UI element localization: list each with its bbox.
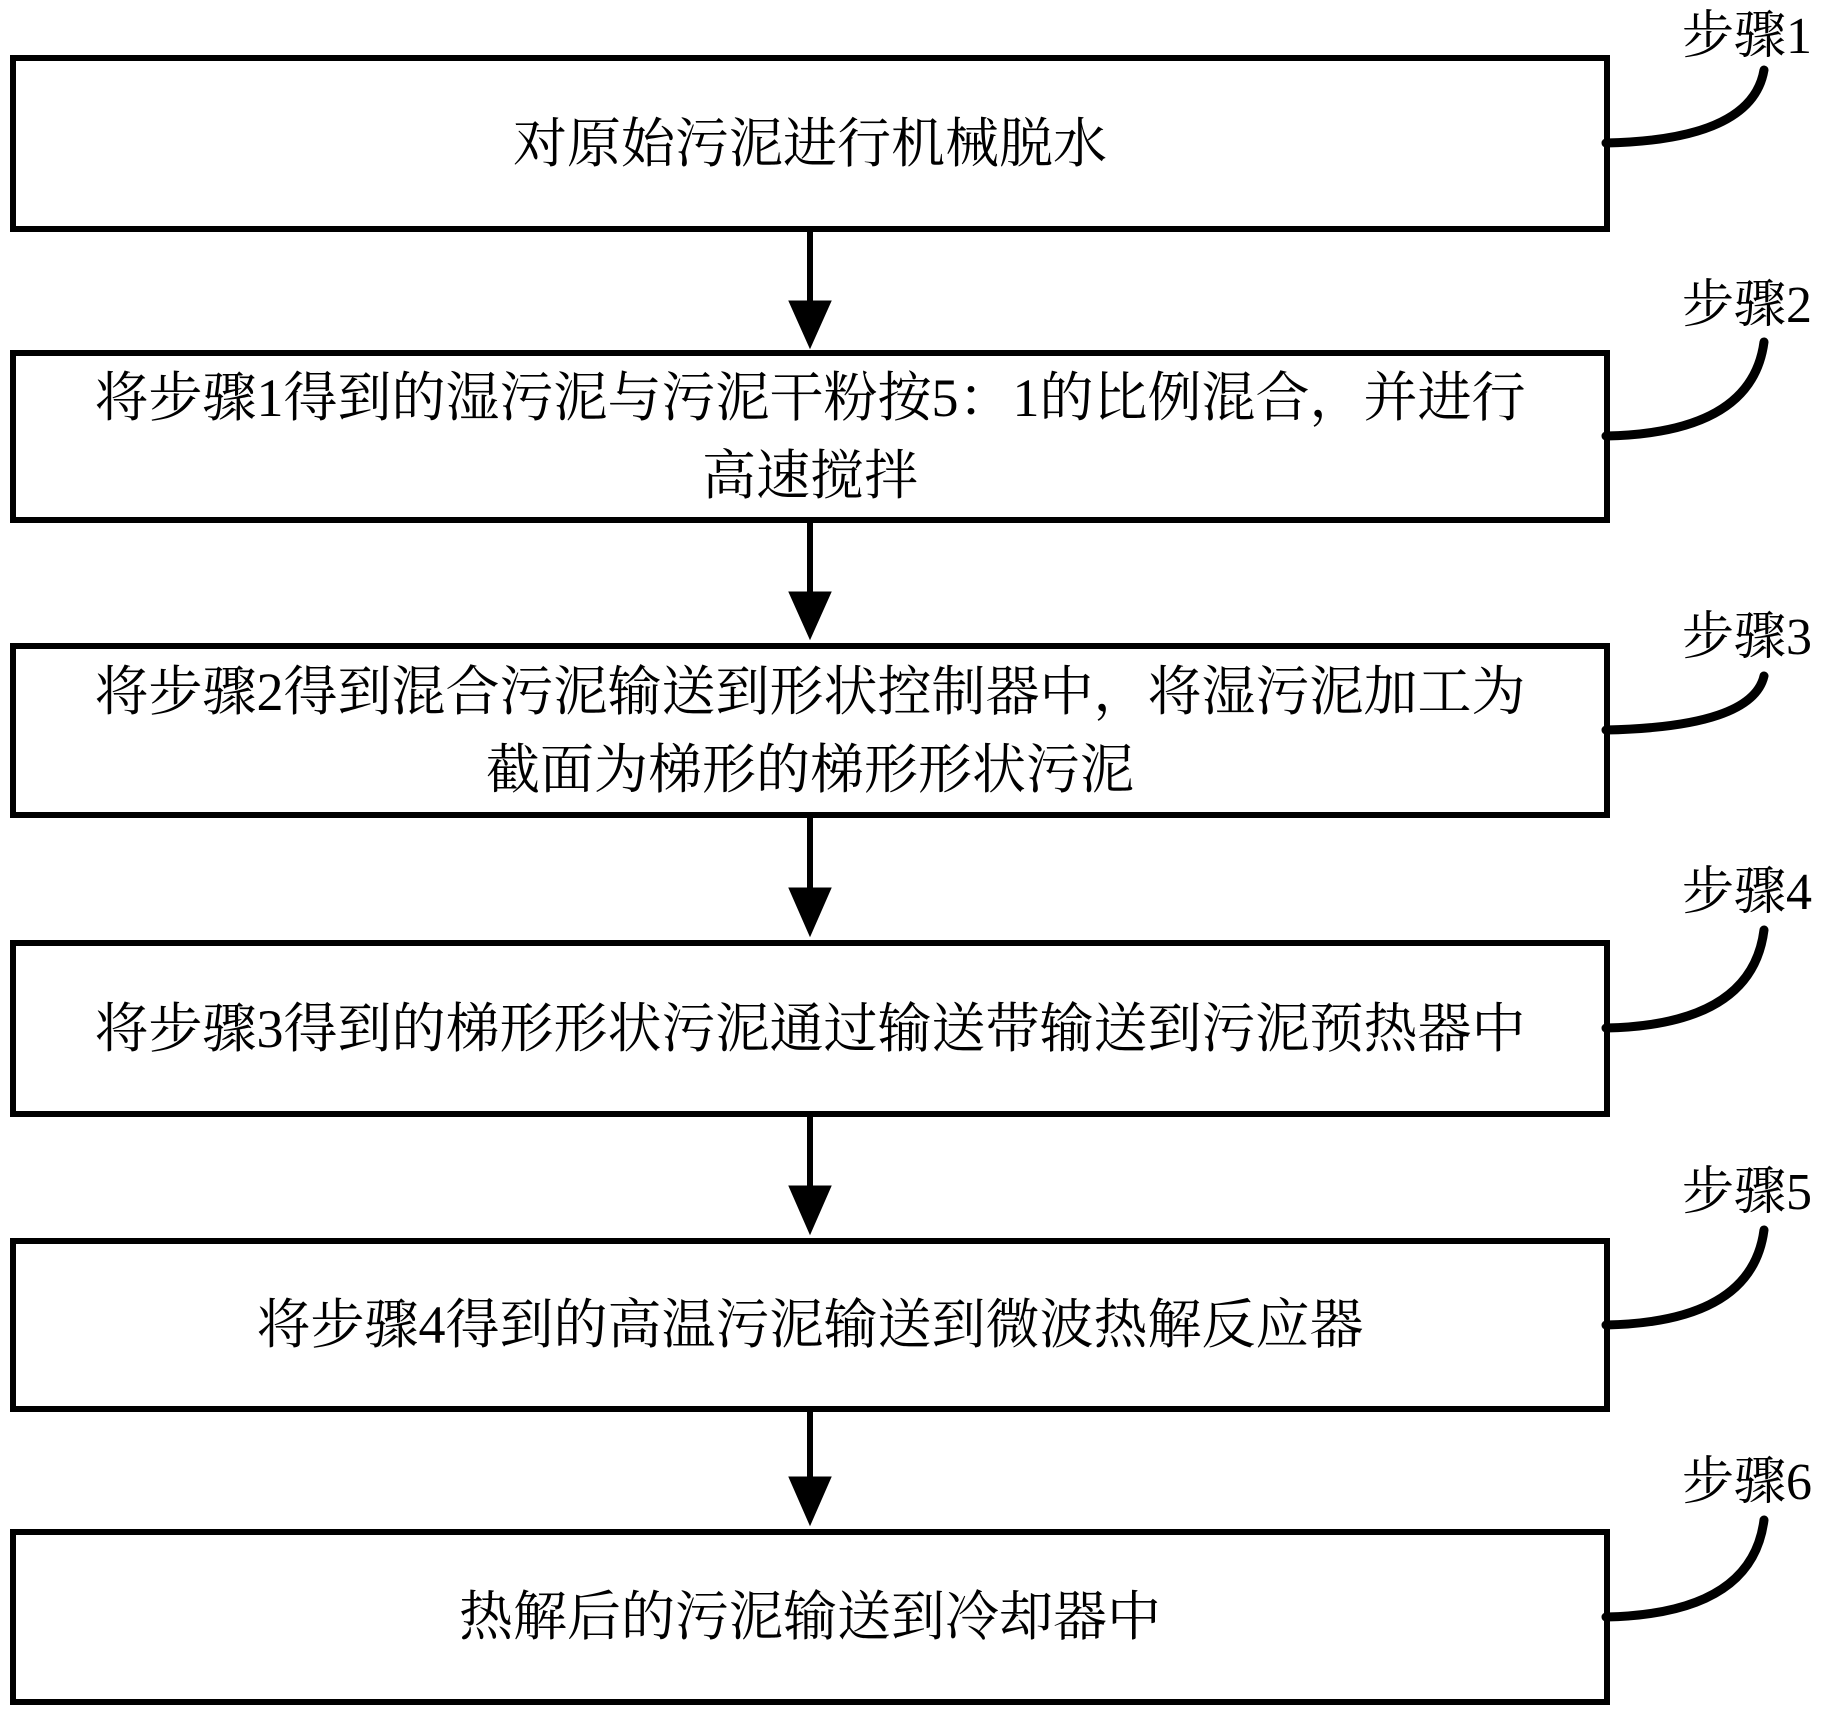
step4-leader-curve — [1606, 930, 1764, 1028]
arrow-4-5-head — [789, 1186, 831, 1234]
step3-text: 将步骤2得到混合污泥输送到形状控制器中，将湿污泥加工为 — [94, 661, 1526, 722]
step2-label: 步骤2 — [1682, 277, 1813, 334]
step4-text: 将步骤3得到的梯形形状污泥通过输送带输送到污泥预热器中 — [94, 998, 1526, 1059]
step4-box — [10, 940, 1610, 1117]
step6-leader-curve — [1606, 1520, 1764, 1617]
step3-box — [10, 643, 1610, 818]
step6-label: 步骤6 — [1682, 1454, 1813, 1511]
step2-leader-curve — [1606, 342, 1764, 436]
arrow-2-3-head — [789, 592, 831, 639]
step1-box — [10, 55, 1610, 232]
step1-leader-curve — [1606, 70, 1764, 143]
step2-text: 将步骤1得到的湿污泥与污泥干粉按5：1的比例混合，并进行 — [94, 367, 1526, 428]
step2-text-line2: 高速搅拌 — [702, 445, 918, 506]
step3-leader-curve — [1606, 676, 1764, 730]
step3-text-line2: 截面为梯形的梯形形状污泥 — [486, 739, 1134, 800]
step1-label: 步骤1 — [1682, 8, 1813, 65]
step6-box — [10, 1529, 1610, 1705]
step3-label: 步骤3 — [1682, 609, 1813, 666]
arrow-3-4-head — [789, 888, 831, 936]
step1-text: 对原始污泥进行机械脱水 — [513, 113, 1107, 174]
step5-label: 步骤5 — [1682, 1164, 1813, 1221]
step6-text: 热解后的污泥输送到冷却器中 — [459, 1587, 1161, 1647]
step2-box — [10, 350, 1610, 523]
step5-text: 将步骤4得到的高温污泥输送到微波热解反应器 — [256, 1295, 1364, 1355]
step4-label: 步骤4 — [1682, 864, 1813, 921]
step5-leader-curve — [1606, 1230, 1764, 1325]
arrow-1-2-head — [789, 301, 831, 348]
arrow-5-6-head — [789, 1477, 831, 1525]
step5-box — [10, 1238, 1610, 1412]
